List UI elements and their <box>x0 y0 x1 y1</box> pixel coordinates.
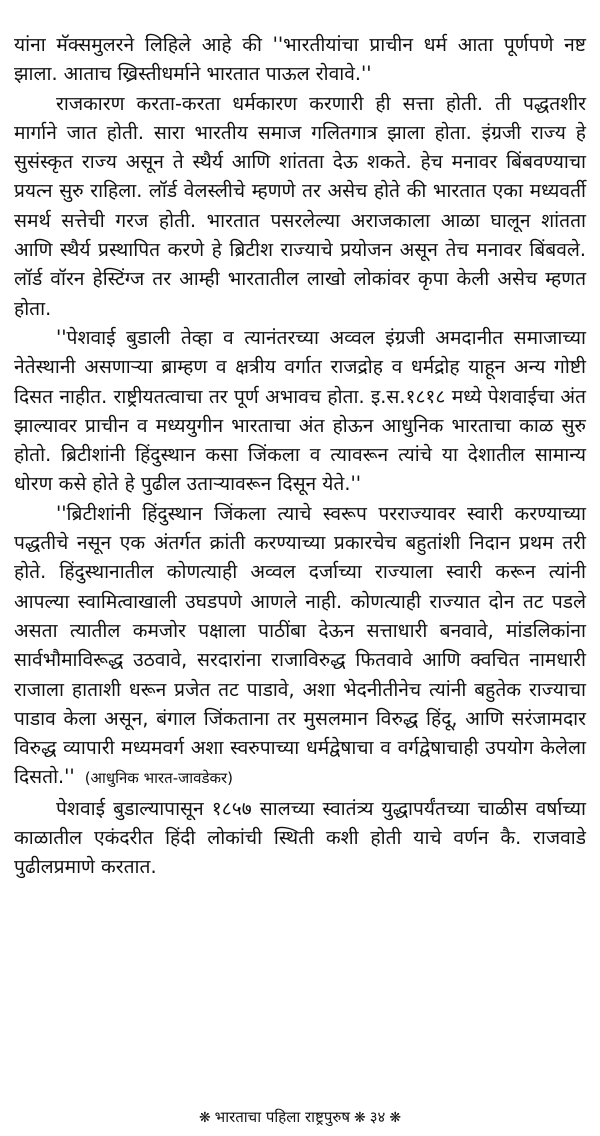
quote-citation: (आधुनिक भारत-जावडेकर) <box>84 769 234 788</box>
star-ornament-icon: ❋ <box>389 1110 402 1126</box>
star-ornament-icon: ❋ <box>353 1110 366 1126</box>
page-number: ३४ <box>369 1108 386 1126</box>
paragraph-4-text: ''ब्रिटीशांनी हिंदुस्थान जिंकला त्याचे स्वरूप परराज्यावर स्वारी करण्याच्या पद्धतीचे नसून एक अंतर्गत क्रांती करण्याच्या प्रकारचेच बहुतांशी निदान प्रथम तरी होते. हिंदुस्थानातील कोणत्याही अव्वल दर्जाच्या राज्याला स्वारी करून त्यांनी आपल्या स्वामित्वाखाली उघडपणे आणले नाही. कोणत्याही राज्यात दोन तट पडले असता त्यातील कमजोर पक्षाला पाठींबा देऊन सत्ताधारी बनवावे, मांडलिकांना सार्वभौमाविरूद्ध उठवावे, सरदारांना राजाविरुद्ध फितवावे आणि क्वचित नामधारी राजाला हाताशी धरून प्रजेत तट पाडावे, अशा भेदनीतीनेच त्यांनी बहुतेक राज्याचा पाडाव केला असून, बंगाल जिंकताना तर मुसलमान विरुद्ध हिंदू, आणि सरंजामदार विरुद्ध व्यापारी मध्यमवर्ग अशा स्वरुपाच्या धर्मद्वेषाचा व वर्गद्वेषाचाही उपयोग केलेला दिसतो.'' <box>14 501 586 789</box>
paragraph-5: पेशवाई बुडाल्यापासून १८५७ सालच्या स्वातंत्र्य युद्धापर्यंतच्या चाळीस वर्षाच्या काळातील एकंदरीत हिंदी लोकांची स्थिती कशी होती याचे वर्णन कै. राजवाडे पुढीलप्रमाणे करतात. <box>14 796 586 879</box>
paragraph-1: यांना मॅक्समुलरने लिहिले आहे की ''भारतीयांचा प्राचीन धर्म आता पूर्णपणे नष्ट झाला. आताच ख्रिस्तीधर्माने भारतात पाऊल रोवावे.'' <box>14 33 586 86</box>
paragraph-2: राजकारण करता-करता धर्मकारण करणारी ही सत्ता होती. ती पद्धतशीर मार्गाने जात होती. सारा भारतीय समाज गलितगात्र झाला होता. इंग्रजी राज्य हे सुसंस्कृत राज्य असून ते स्थैर्य आणि शांतता देऊ शकते. हेच मनावर बिंबवण्याचा प्रयत्न सुरु राहिला. लॉर्ड वेलस्लीचे म्हणणे तर असेच होते की भारतात एका मध्यवर्ती समर्थ सत्तेची गरज होती. भारतात पसरलेल्या अराजकाला आळा घालून शांतता आणि स्थैर्य प्रस्थापित करणे हे ब्रिटीश राज्याचे प्रयोजन असून तेच मनावर बिंबवले. लॉर्ड वॉरन हेस्टिंग्ज तर आम्ही भारतातील लाखो लोकांवर कृपा केली असेच म्हणत होता. <box>14 91 586 320</box>
paragraph-4-quote <box>14 499 586 794</box>
page-footer <box>0 1106 600 1129</box>
star-ornament-icon: ❋ <box>198 1110 211 1126</box>
book-title: भारताचा पहिला राष्ट्रपुरुष <box>214 1108 350 1126</box>
paragraph-3-quote: ''पेशवाई बुडाली तेव्हा व त्यानंतरच्या अव्वल इंग्रजी अमदानीत समाजाच्या नेतेस्थानी असणाऱ्या ब्राम्हण व क्षत्रीय वर्गात राजद्रोह व धर्मद्रोह याहून अन्य गोष्टी दिसत नाहीत. राष्ट्रीयतत्वाचा तर पूर्ण अभावच होता. इ.स.१८१८ मध्ये पेशवाईचा अंत झाल्यावर प्राचीन व मध्ययुगीन भारताचा अंत होऊन आधुनिक भारताचा काळ सुरु होतो. ब्रिटीशांनी हिंदुस्थान कसा जिंकला व त्यावरून त्यांचे या देशातील सामान्य धोरण कसे होते हे पुढील उताऱ्यावरून दिसून येते.'' <box>14 325 586 496</box>
